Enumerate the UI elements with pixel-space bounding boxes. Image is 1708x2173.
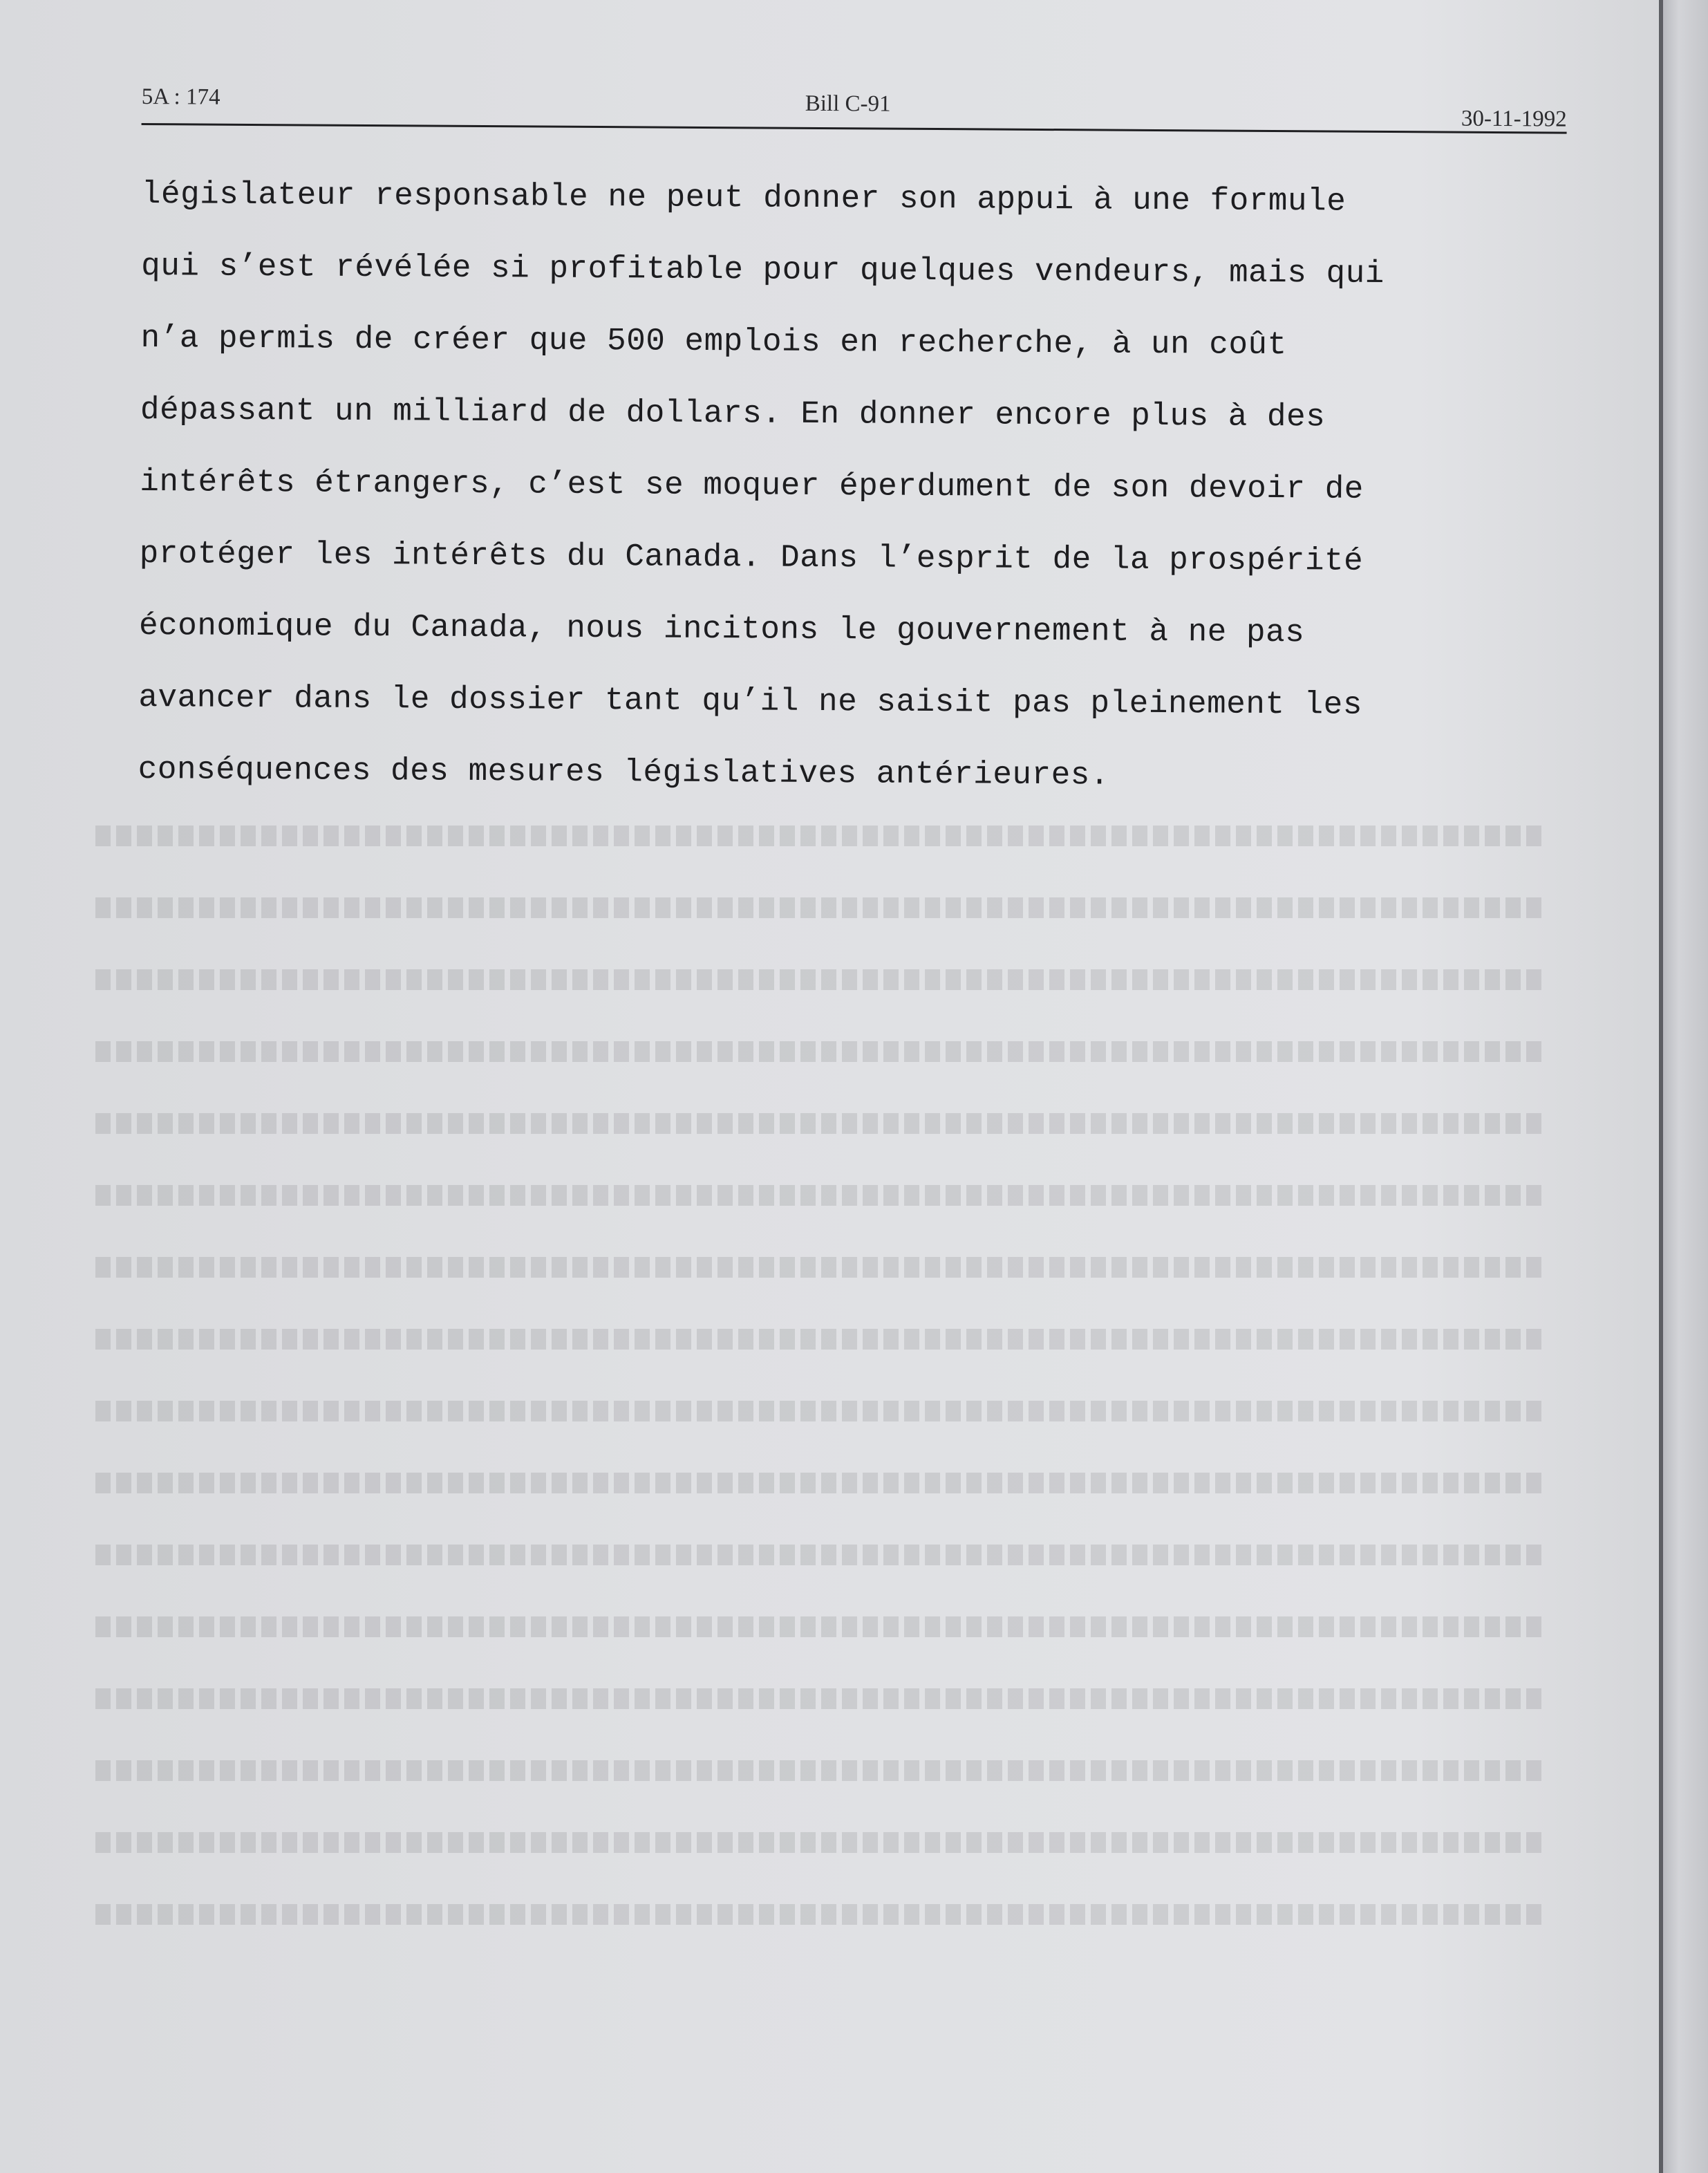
- header-rule: [142, 123, 1567, 134]
- header-date: 30-11-1992: [1461, 106, 1567, 132]
- header-page-reference: 5A : 174: [141, 84, 220, 110]
- text-line: protéger les intérêts du Canada. Dans l’esprit de la prospérité: [139, 535, 1364, 579]
- page-edge: [1663, 0, 1708, 2173]
- text-line: conséquences des mesures législatives antérieures.: [138, 751, 1110, 794]
- text-line: n’a permis de créer que 500 emplois en recherche, à un coût: [140, 319, 1287, 364]
- text-line: dépassant un milliard de dollars. En donner encore plus à des: [140, 391, 1326, 436]
- text-line: économique du Canada, nous incitons le gouvernement à ne pas: [138, 607, 1305, 651]
- text-line: intérêts étrangers, c’est se moquer éperdument de son devoir de: [140, 463, 1364, 507]
- text-line: qui s’est révélée si profitable pour quelques vendeurs, mais qui: [141, 248, 1385, 292]
- text-line: législateur responsable ne peut donner son appui à une formule: [141, 176, 1346, 220]
- page-header: [142, 77, 1567, 142]
- text-line: avancer dans le dossier tant qu’il ne saisit pas pleinement les: [138, 679, 1363, 723]
- show-through-text: [90, 809, 1541, 1950]
- body-text: [138, 176, 1566, 832]
- header-bill-number: Bill C-91: [805, 91, 891, 117]
